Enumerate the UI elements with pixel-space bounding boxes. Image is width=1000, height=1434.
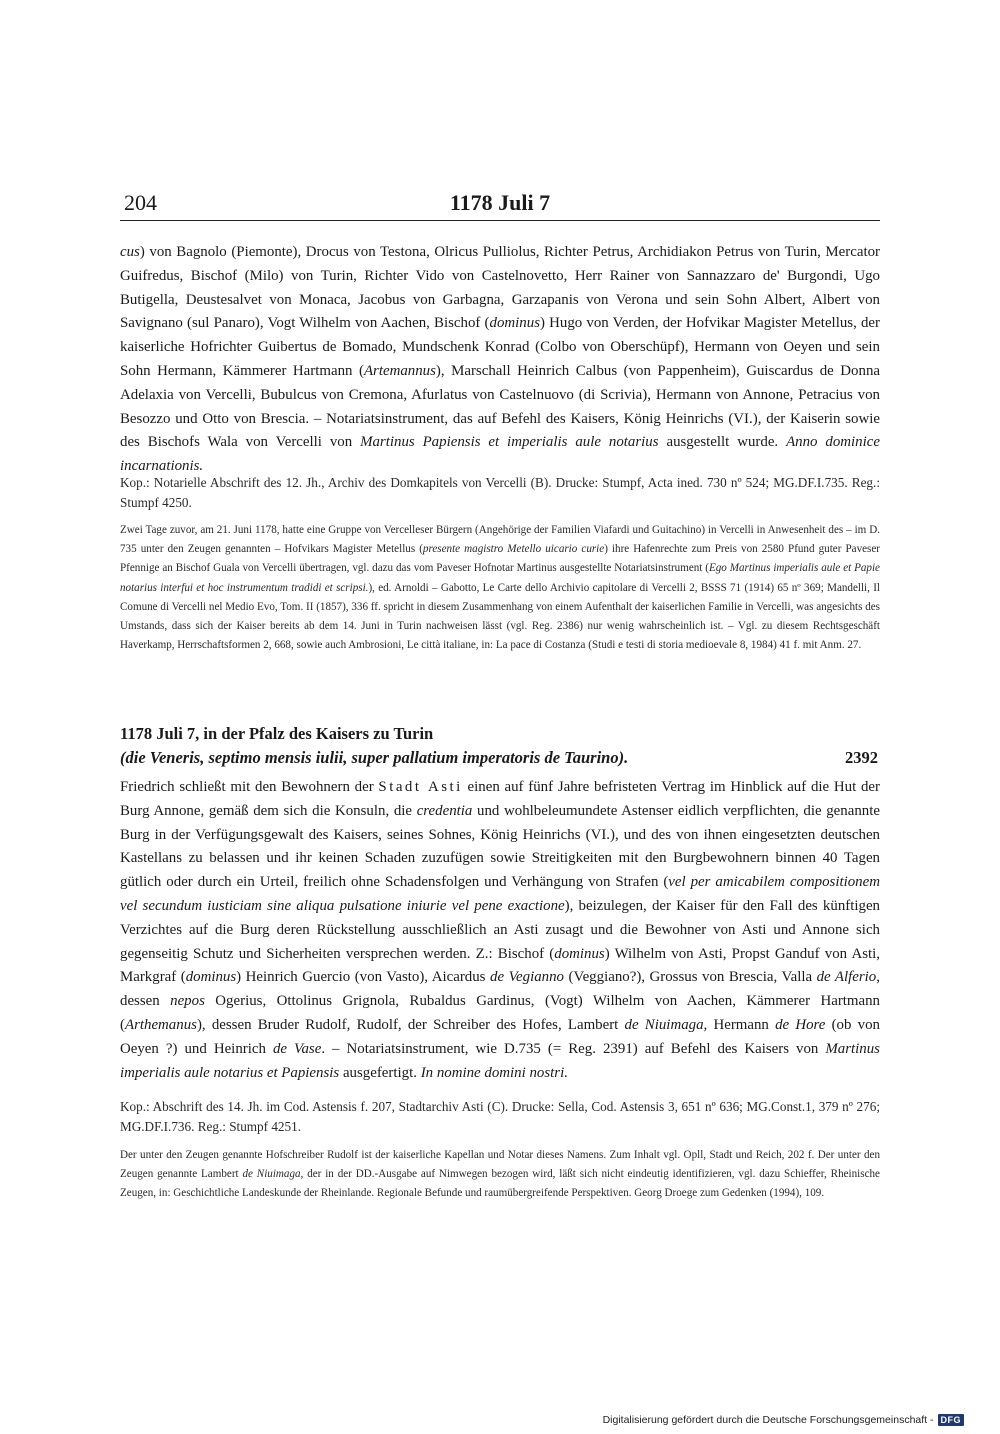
- italic-span: Ego Martinus imperialis aule et Papie notarius interfui et hoc instrumentum tradidi et scripsi.: [120, 562, 880, 594]
- commentary-note-1: [120, 521, 880, 655]
- italic-span: de Vase: [272, 1040, 322, 1057]
- italic-span: de Niuimaga: [624, 1016, 704, 1033]
- text-span: Friedrich schließt mit den Bewohnern der: [120, 779, 379, 795]
- text-span: (ob von Oeyen ?) und Heinrich: [120, 1016, 880, 1057]
- text-span: Zwei Tage zuvor, am 21. Juni 1178, hatte eine Gruppe von Vercelleser Bürgern (Angehörige der Familien Viafardi und Guitachino) in Vercelli in Anwesenheit des – im D. 735 unter den Zeugen genannten – Hofvikars Magister Metellus (: [120, 524, 880, 556]
- text-span: und wohlbeleumundete Astenser eidlich verpflichten, die genannte Burg in der Verfügungsgewalt des Kaisers, seines Sohnes, König Heinrichs (VI.), und des von ihnen eingesetzten deutschen Kastellans zu belassen und ihr keinen Schaden zuzufügen sowie Streitigkeiten mit den Burgbewohnern binnen 40 Tagen gütlich oder durch ein Urteil, freilich ohne Schadensfolgen und Verhängung von Strafen (: [120, 802, 880, 891]
- text-span: , dessen: [120, 969, 880, 1010]
- italic-span: presente magistro Metello uicario curie: [422, 543, 605, 556]
- text-span: einen auf fünf Jahre befristeten Vertrag im Hinblick auf die Hut der Burg Annone, gemäß dem sich die Konsuln, die: [120, 779, 880, 819]
- text-span: ) Heinrich Guercio (von Vasto), Aicardus: [236, 969, 490, 986]
- text-span: ), ed. Arnoldi – Gabotto, Le Carte dello Archivio capitolare di Vercelli 2, BSSS 71 (1914) 65 nº 369; Mandelli, Il Comune di Vercelli nel Medio Evo, Tom. II (1857), 336 ff. spricht in diesem Zusammenhang von einem Aufenthalt der kaiserlichen Familie in Vercelli, was angesichts des Umstands, dass sich der Kaiser bereits ab dem 14. Juni in Turin nachweisen lässt (vgl. Reg. 2386) nur wenig wahrscheinlich ist. – Vgl. zu diesem Rechtsgeschäft Haverkamp, Herrschaftsformen 2, 668, sowie auch Ambrosioni, Le città italiane, in: La pace di Costanza (Studi e testi di storia medioevale 8, 1984) 41 f. mit Anm. 27.: [120, 581, 880, 652]
- text-span: ) ihre Hafenrechte zum Preis von 2580 Pfund guter Paveser Pfennige an Bischof Guala von Vercelli übertragen, vgl. dazu das vom Paveser Hofnotar Martinus ausgestellte Notariatsinstrument (: [120, 543, 880, 575]
- italic-span: Martinus Papiensis et imperialis aule notarius: [360, 434, 659, 451]
- digitization-footer: [603, 1412, 964, 1428]
- italic-span: de Vegianno: [490, 969, 564, 986]
- italic-span: nepos: [170, 993, 205, 1010]
- text-span: ) Hugo von Verden, der Hofvikar Magister Metellus, der kaiserliche Hofrichter Guibertus de Bomado, Mundschenk Konrad (Colbo von Oberschüpf), Hermann von Oeyen und sein Sohn Hermann, Kämmerer Hartmann (: [120, 315, 880, 379]
- italic-span: dominus: [554, 945, 605, 962]
- text-span: , der in der DD.-Ausgabe auf Nimwegen bezogen wird, läßt sich nicht eindeutig identifizieren, vgl. dazu Schieffer, Rheinische Zeugen, in: Geschichtliche Landeskunde der Rheinlande. Regionale Befunde und raumübergreifende Perspektiven. Georg Droege zum Gedenken (1994), 109.: [120, 1168, 880, 1200]
- regest-number: 2392: [845, 748, 878, 767]
- text-span: Der unter den Zeugen genannte Hofschreiber Rudolf ist der kaiserliche Kapellan und Notar dieses Namens. Zum Inhalt vgl. Opll, Stadt und Reich, 202 f. Der unter den Zeugen genannte Lambert: [120, 1149, 880, 1181]
- italic-span: cus: [120, 244, 140, 260]
- text-span: , Hermann: [703, 1016, 776, 1033]
- dfg-logo-icon: DFG: [938, 1414, 965, 1426]
- italic-span: Martinus imperialis aule notarius et Papiensis: [120, 1040, 880, 1081]
- text-span: ) von Bagnolo (Piemonte), Drocus von Testona, Olricus Pulliolus, Richter Petrus, Archidiakon Petrus von Turin, Mercator Guifredus, Bischof (Milo) von Turin, Richter Vido von Castelnovetto, Herr Rainer von Sannazzaro de' Burgondi, Ugo Butigella, Deustesalvet von Monaca, Jacobus von Garbagna, Garzapanis von Verona und sein Sohn Albert, Albert von Savignano (sul Panaro), Vogt Wilhelm von Aachen, Bischof (: [120, 244, 880, 332]
- text-span: . – Notariatsinstrument, wie D.735 (= Reg. 2391) auf Befehl des Kaisers von: [321, 1040, 826, 1057]
- entry-latin-date: [120, 746, 880, 770]
- text-span: Ogerius, Ottolinus Grignola, Rubaldus Gardinus, (Vogt) Wilhelm von Aachen, Kämmerer Hartmann (: [120, 993, 880, 1033]
- latin-date-text: (die Veneris, septimo mensis iulii, super pallatium imperatoris de Taurino).: [120, 748, 629, 767]
- text-span: (Veggiano?), Grossus von Brescia, Valla: [564, 969, 817, 986]
- italic-span: de Alferio: [816, 969, 877, 986]
- source-note-2: Kop.: Abschrift des 14. Jh. im Cod. Astensis f. 207, Stadtarchiv Asti (C). Drucke: Sella, Cod. Astensis 3, 651 nº 636; MG.Const.1, 379 nº 276; MG.DF.I.736. Reg.: Stumpf 4251.: [120, 1099, 880, 1134]
- italic-span: Artemannus: [363, 362, 436, 379]
- footer-text: Digitalisierung gefördert durch die Deutsche Forschungsgemeinschaft -: [602, 1414, 934, 1426]
- entry-title: 1178 Juli 7, in der Pfalz des Kaisers zu Turin: [120, 724, 434, 743]
- text-span: ausgefertigt.: [339, 1064, 421, 1081]
- italic-span: Anno dominice incarnationis.: [120, 434, 880, 475]
- text-span: ausgestellt wurde.: [658, 434, 787, 451]
- italic-span: dominus: [489, 315, 540, 332]
- italic-span: de Niuimaga: [242, 1168, 301, 1181]
- italic-span: dominus: [185, 969, 237, 986]
- source-note-1: Kop.: Notarielle Abschrift des 12. Jh., Archiv des Domkapitels von Vercelli (B). Drucke: Stumpf, Acta ined. 730 nº 524; MG.DF.I.735. Reg.: Stumpf 4250.: [120, 475, 880, 510]
- text-span: ), dessen Bruder Rudolf, Rudolf, der Schreiber des Hofes, Lambert: [196, 1016, 625, 1033]
- page-number: 204: [124, 190, 157, 215]
- text-span: ), beizulegen, der Kaiser für den Fall des künftigen Verzichtes auf die Burg deren Rückstellung ausschließlich an Asti zusagt und die Bewohner von Asti und Annone sich gegenseitig Schutz und Sicherheiten versprechen werden. Z.: Bischof (: [120, 897, 880, 962]
- italic-span: de Hore: [775, 1016, 826, 1033]
- continuation-paragraph: [120, 241, 880, 479]
- italic-span: In nomine domini nostri.: [420, 1064, 568, 1081]
- regest-body: [120, 776, 880, 1085]
- spaced-text: Stadt Asti: [378, 779, 463, 795]
- text-span: ), Marschall Heinrich Calbus (von Pappenheim), Guiscardus de Donna Adelaxia von Vercelli, Bubulcus von Cremona, Afurlatus von Castelnuovo (di Scrivia), Hermann von Annone, Petracius von Besozzo und Otto von Brescia. – Notariatsinstrument, das auf Befehl des Kaisers, König Heinrichs (VI.), der Kaiserin sowie des Bischofs Wala von Vercelli von: [120, 362, 880, 451]
- page-header: [120, 190, 880, 221]
- text-span: ) Wilhelm von Asti, Propst Ganduf von Asti, Markgraf (: [120, 945, 880, 986]
- running-head: 1178 Juli 7: [449, 190, 551, 215]
- italic-span: Arthemanus: [124, 1016, 197, 1033]
- italic-span: vel per amicabilem compositionem vel secundum iusticiam sine aliqua pulsatione iniurie vel pene exactione: [120, 874, 880, 914]
- commentary-note-2: [120, 1146, 880, 1204]
- italic-span: credentia: [416, 802, 473, 819]
